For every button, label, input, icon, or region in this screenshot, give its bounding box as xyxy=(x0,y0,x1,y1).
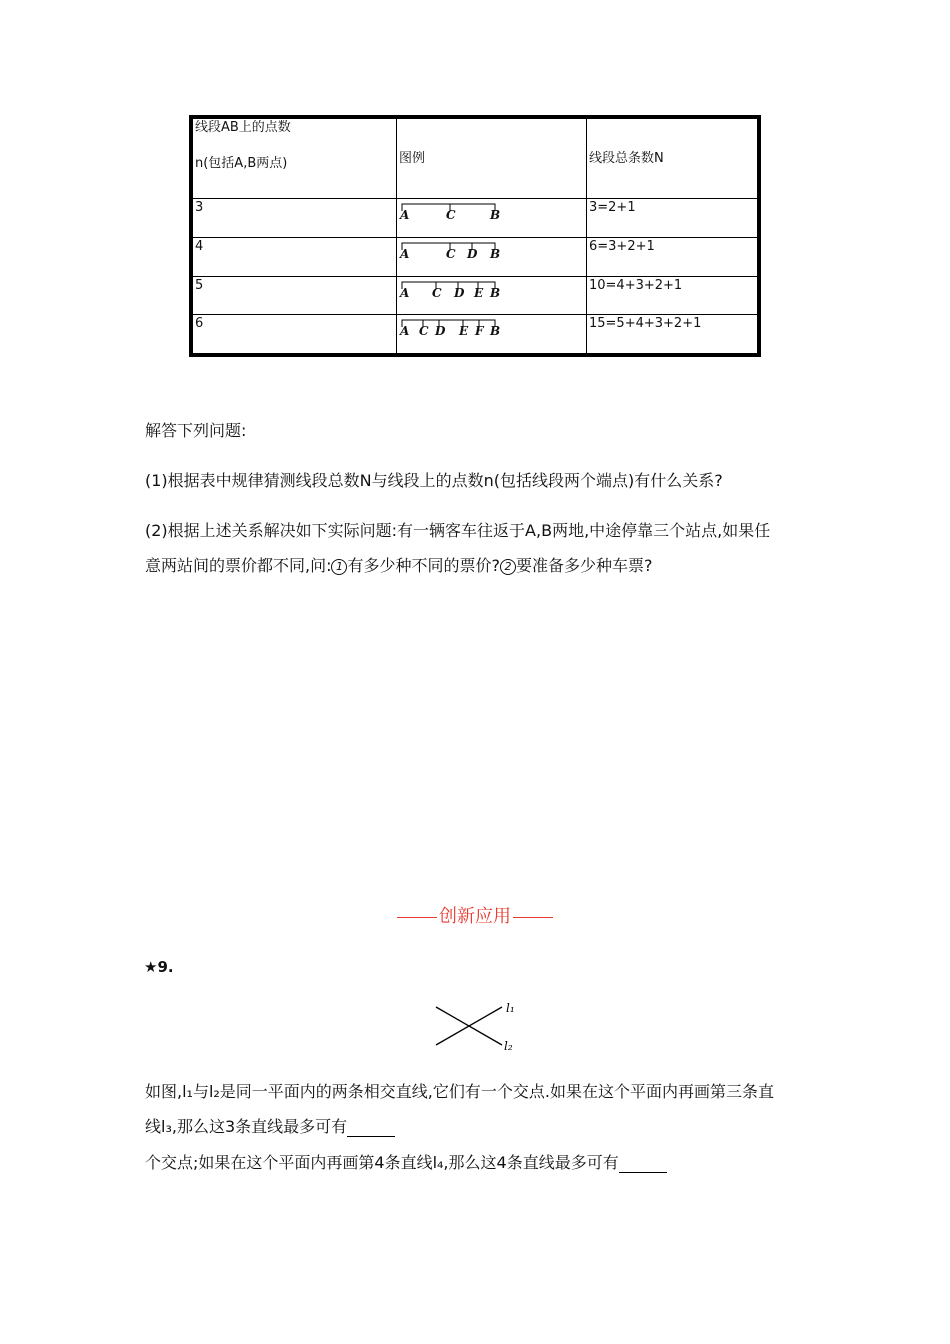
point-label: A xyxy=(400,285,410,300)
label-l1: l₁ xyxy=(506,1001,515,1015)
point-label: B xyxy=(490,285,501,300)
point-label: B xyxy=(490,324,501,339)
question-2-line1: (2)根据上述关系解决如下实际问题:有一辆客车往返于A,B两地,中途停靠三个站点,如果任 xyxy=(145,521,771,540)
problem-9-line2 xyxy=(145,1114,395,1137)
section-heading xyxy=(0,902,950,928)
point-label: A xyxy=(400,208,410,222)
row-figure xyxy=(397,199,587,238)
point-label: B xyxy=(490,208,501,222)
segment-figure xyxy=(399,200,584,224)
point-label: E xyxy=(459,324,469,339)
point-label: D xyxy=(467,246,478,261)
row-figure xyxy=(397,276,587,315)
question-2-text-a: 意两站间的票价都不同,问: xyxy=(145,556,332,575)
table-row xyxy=(193,199,758,238)
header-total: 线段总条数N xyxy=(587,119,758,199)
problem-9-line2-text: 线l₃,那么这3条直线最多可有 xyxy=(145,1117,348,1136)
header-points-line2: n(包括A,B两点) xyxy=(195,155,288,171)
point-label: C xyxy=(432,285,442,300)
answer-blank-2[interactable] xyxy=(619,1156,667,1173)
table-header-row xyxy=(193,119,758,199)
row-total: 10=4+3+2+1 xyxy=(587,276,758,315)
point-label: B xyxy=(490,246,501,261)
point-label: C xyxy=(446,246,456,261)
point-label: C xyxy=(419,324,429,339)
point-label: E xyxy=(474,285,484,300)
question-1: (1)根据表中规律猜测线段总数N与线段上的点数n(包括线段两个端点)有什么关系? xyxy=(145,471,723,490)
row-points: 6 xyxy=(193,315,397,354)
section-title-text: 创新应用 xyxy=(439,906,511,927)
questions-intro: 解答下列问题: xyxy=(145,421,247,440)
heading-dash-right xyxy=(513,917,553,918)
segment-figure xyxy=(399,239,584,263)
row-total: 15=5+4+3+2+1 xyxy=(587,315,758,354)
problem-9-line3-text: 个交点;如果在这个平面内再画第4条直线l₄,那么这4条直线最多可有 xyxy=(145,1153,619,1172)
circled-number-1: 1 xyxy=(331,559,347,575)
problem-9-line3 xyxy=(145,1150,667,1173)
point-label: A xyxy=(400,246,410,261)
row-total: 3=2+1 xyxy=(587,199,758,238)
row-total: 6=3+2+1 xyxy=(587,237,758,276)
circled-number-2: 2 xyxy=(500,559,516,575)
point-label: F xyxy=(475,324,484,339)
problem-9-number: ★9. xyxy=(144,958,174,976)
problem-9-line1: 如图,l₁与l₂是同一平面内的两条相交直线,它们有一个交点.如果在这个平面内再画第三条直 xyxy=(145,1082,774,1101)
segment-table xyxy=(189,115,761,357)
row-points: 3 xyxy=(193,199,397,238)
point-label: C xyxy=(446,208,456,222)
header-points xyxy=(193,119,397,199)
intersecting-lines-figure xyxy=(430,995,530,1057)
heading-dash-left xyxy=(397,917,437,918)
row-figure xyxy=(397,237,587,276)
table-row xyxy=(193,315,758,354)
header-points-line1: 线段AB上的点数 xyxy=(195,120,291,135)
question-2-text-c: 要准备多少种车票? xyxy=(515,556,653,575)
table-row xyxy=(193,237,758,276)
segment-figure xyxy=(399,316,584,340)
point-label: D xyxy=(435,324,446,339)
header-legend: 图例 xyxy=(397,119,587,199)
row-figure xyxy=(397,315,587,354)
point-label: D xyxy=(454,285,465,300)
table-row xyxy=(193,276,758,315)
question-2-text-b: 有多少种不同的票价? xyxy=(347,556,500,575)
segment-figure xyxy=(399,278,584,302)
row-points: 5 xyxy=(193,276,397,315)
answer-blank-1[interactable] xyxy=(347,1120,395,1137)
row-points: 4 xyxy=(193,237,397,276)
label-l2: l₂ xyxy=(504,1039,513,1053)
question-2-line2 xyxy=(145,553,652,576)
point-label: A xyxy=(400,324,410,339)
